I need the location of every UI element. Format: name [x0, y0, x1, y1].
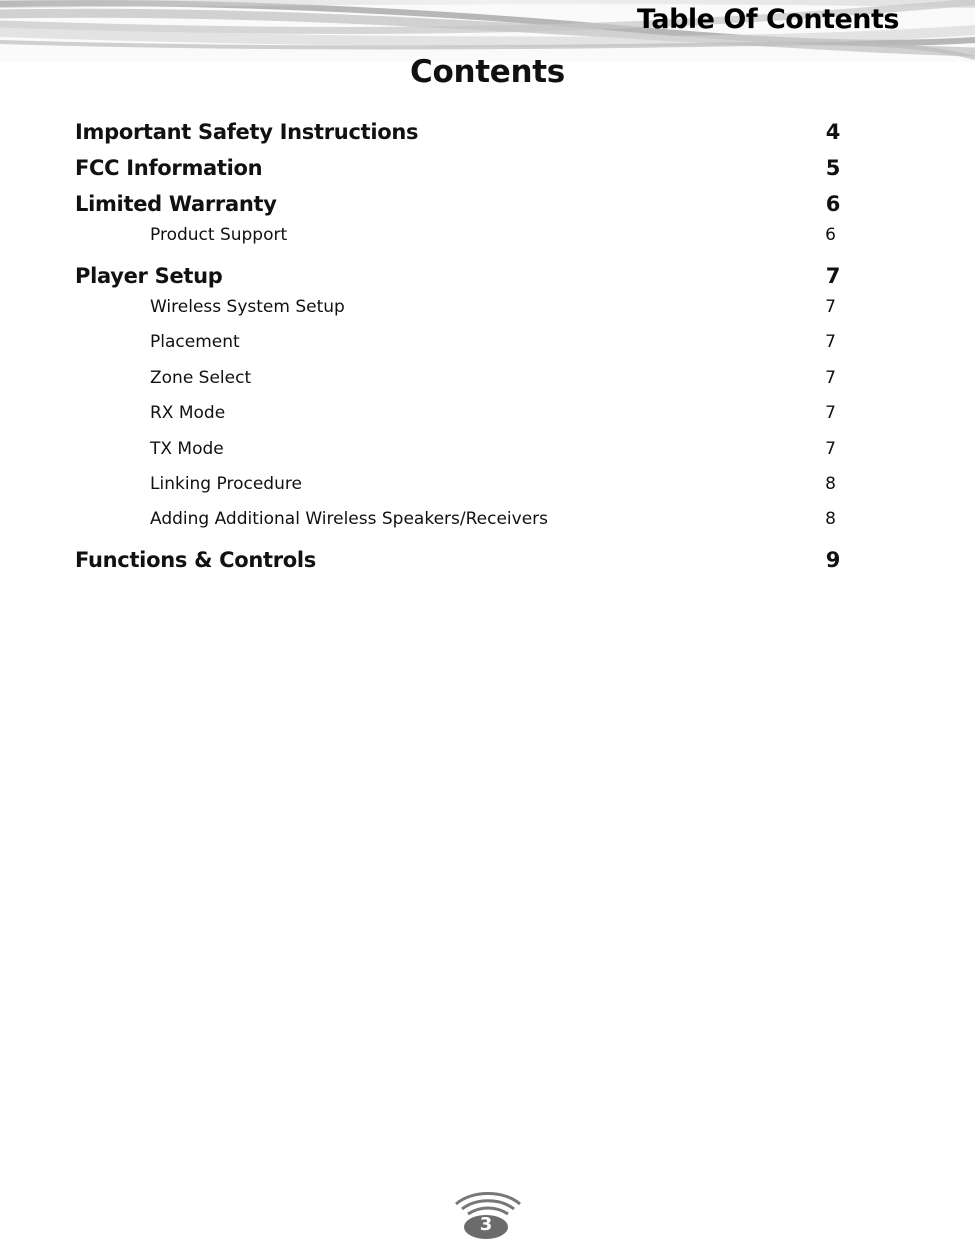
toc-label: Player Setup: [75, 264, 223, 288]
toc-page-number: 7: [825, 439, 836, 459]
toc-page-number: 7: [825, 368, 836, 388]
toc-entry-zone-select[interactable]: [75, 368, 840, 388]
toc-label: Placement: [150, 332, 240, 352]
toc-label: Limited Warranty: [75, 192, 277, 216]
page-number-badge: [452, 1190, 524, 1240]
toc-label: RX Mode: [150, 403, 226, 423]
toc-entry-product-support[interactable]: [75, 225, 840, 245]
toc-entry-functions-controls[interactable]: [75, 548, 840, 572]
toc-entry-linking[interactable]: [75, 474, 840, 494]
toc-label: FCC Information: [75, 156, 263, 180]
toc-entry-tx-mode[interactable]: [75, 439, 840, 459]
toc-entry-warranty[interactable]: [75, 192, 840, 216]
toc-entry-rx-mode[interactable]: [75, 403, 840, 423]
toc-entry-wireless-setup[interactable]: [75, 297, 840, 317]
toc-page-number: 5: [825, 156, 840, 180]
toc-page-number: 6: [825, 225, 836, 245]
toc-entry-additional-speakers[interactable]: [75, 509, 840, 529]
toc-page-number: 6: [825, 192, 840, 216]
toc-label: Wireless System Setup: [150, 297, 345, 317]
toc-label: Important Safety Instructions: [75, 120, 419, 144]
toc-entry-placement[interactable]: [75, 332, 840, 352]
toc-label: Linking Procedure: [150, 474, 302, 494]
toc-label: TX Mode: [150, 439, 224, 459]
toc-page-number: 7: [825, 403, 836, 423]
toc-entry-fcc[interactable]: [75, 156, 840, 180]
header-banner: [0, 0, 975, 62]
page-title: Contents: [410, 54, 565, 90]
toc-page-number: 4: [825, 120, 840, 144]
toc-page-number: 7: [825, 332, 836, 352]
toc-entry-safety[interactable]: [75, 120, 840, 144]
toc-label: Product Support: [150, 225, 288, 245]
section-title: Table Of Contents: [636, 4, 899, 35]
toc-page-number: 8: [825, 474, 836, 494]
toc-page-number: 9: [825, 548, 840, 572]
toc-page-number: 7: [825, 264, 840, 288]
toc-page-number: 7: [825, 297, 836, 317]
page-number: 3: [479, 1214, 493, 1235]
toc-label: Adding Additional Wireless Speakers/Receivers: [150, 509, 549, 529]
toc-label: Zone Select: [150, 368, 252, 388]
toc-label: Functions & Controls: [75, 548, 317, 572]
toc-page-number: 8: [825, 509, 836, 529]
toc-entry-player-setup[interactable]: [75, 264, 840, 288]
